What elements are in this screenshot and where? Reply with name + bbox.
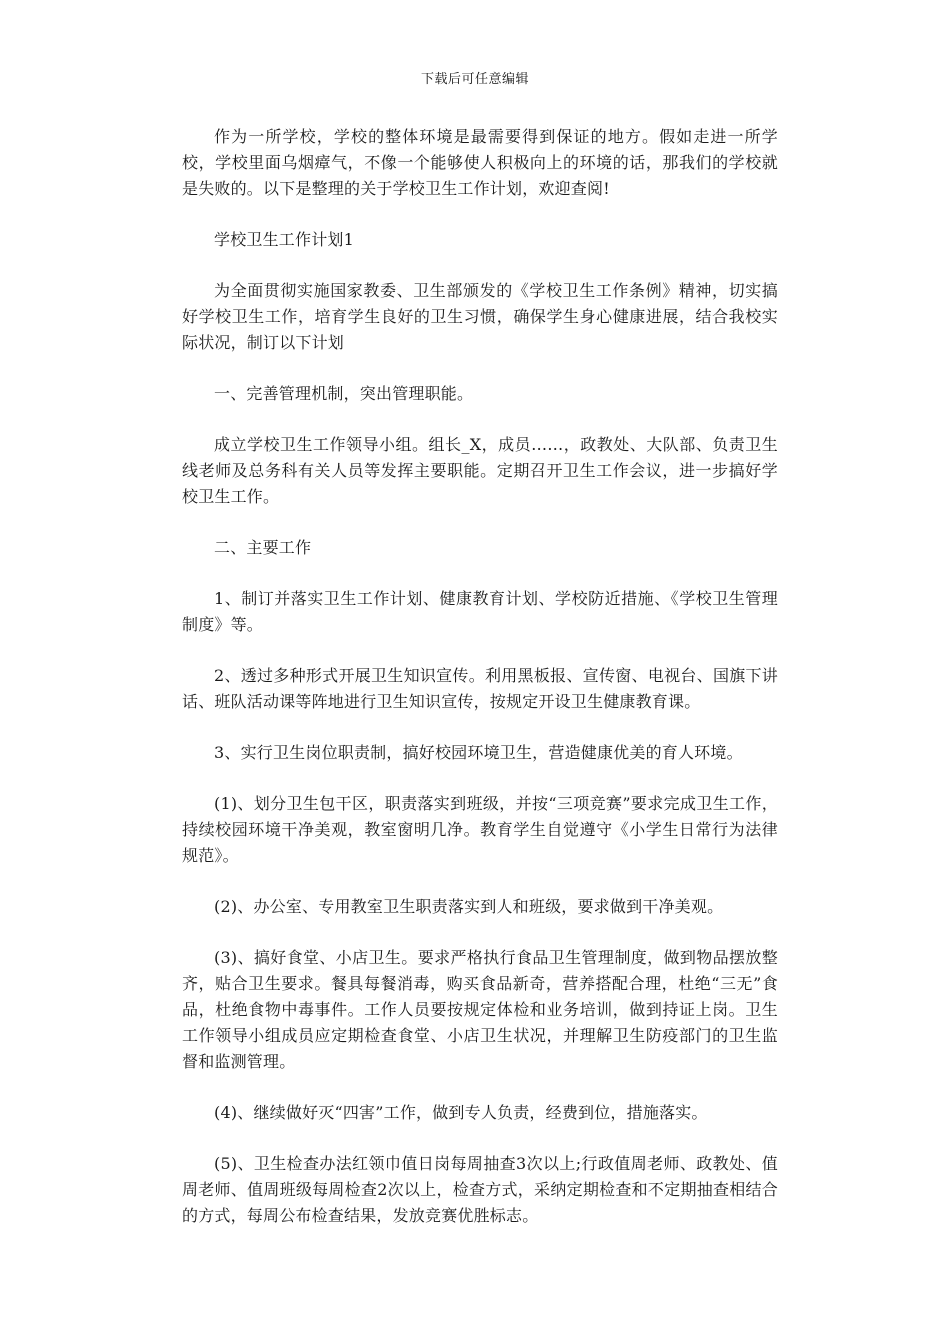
document-body bbox=[182, 124, 778, 1254]
list-item: 1、制订并落实卫生工作计划、健康教育计划、学校防近措施、《学校卫生管理制度》等。 bbox=[182, 589, 778, 634]
list-item: 2、透过多种形式开展卫生知识宣传。利用黑板报、宣传窗、电视台、国旗下讲话、班队活动课等阵地进行卫生知识宣传，按规定开设卫生健康教育课。 bbox=[182, 666, 778, 711]
paragraph-intro: 作为一所学校，学校的整体环境是最需要得到保证的地方。假如走进一所学校，学校里面乌烟瘴气，不像一个能够使人积极向上的环境的话，那我们的学校就是失败的。以下是整理的关于学校卫生工作计划，欢迎查阅! bbox=[182, 127, 778, 198]
paragraph-purpose: 为全面贯彻实施国家教委、卫生部颁发的《学校卫生工作条例》精神，切实搞好学校卫生工作，培育学生良好的卫生习惯，确保学生身心健康进展，结合我校实际状况，制订以下计划 bbox=[182, 281, 778, 352]
sub-list-item: (1)、划分卫生包干区，职责落实到班级，并按“三项竞赛”要求完成卫生工作，持续校园环境干净美观，教室窗明几净。教育学生自觉遵守《小学生日常行为法律规范》。 bbox=[182, 794, 778, 865]
sub-list-item: (3)、搞好食堂、小店卫生。要求严格执行食品卫生管理制度，做到物品摆放整齐，贴合卫生要求。餐具每餐消毒，购买食品新奇，营养搭配合理，杜绝“三无”食品，杜绝食物中毒事件。工作人员要按规定体检和业务培训，做到持证上岗。卫生工作领导小组成员应定期检查食堂、小店卫生状况，并理解卫生防疫部门的卫生监督和监测管理。 bbox=[182, 948, 778, 1071]
heading-main-work: 二、主要工作 bbox=[214, 538, 312, 557]
section-title: 学校卫生工作计划1 bbox=[214, 230, 354, 249]
heading-management: 一、完善管理机制，突出管理职能。 bbox=[214, 384, 474, 403]
paragraph-leadership: 成立学校卫生工作领导小组。组长_X，成员……，政教处、大队部、负责卫生线老师及总务科有关人员等发挥主要职能。定期召开卫生工作会议，进一步搞好学校卫生工作。 bbox=[182, 435, 778, 506]
sub-list-item: (5)、卫生检查办法红领巾值日岗每周抽查3次以上;行政值周老师、政教处、值周老师、值周班级每周检查2次以上，检查方式，采纳定期检查和不定期抽查相结合的方式，每周公布检查结果，发放竞赛优胜标志。 bbox=[182, 1154, 778, 1225]
sub-list-item: (4)、继续做好灭“四害”工作，做到专人负责，经费到位，措施落实。 bbox=[214, 1103, 708, 1122]
list-item: 3、实行卫生岗位职责制，搞好校园环境卫生，营造健康优美的育人环境。 bbox=[214, 743, 743, 762]
page-header: 下载后可任意编辑 bbox=[420, 72, 529, 87]
sub-list-item: (2)、办公室、专用教室卫生职责落实到人和班级，要求做到干净美观。 bbox=[214, 897, 724, 916]
